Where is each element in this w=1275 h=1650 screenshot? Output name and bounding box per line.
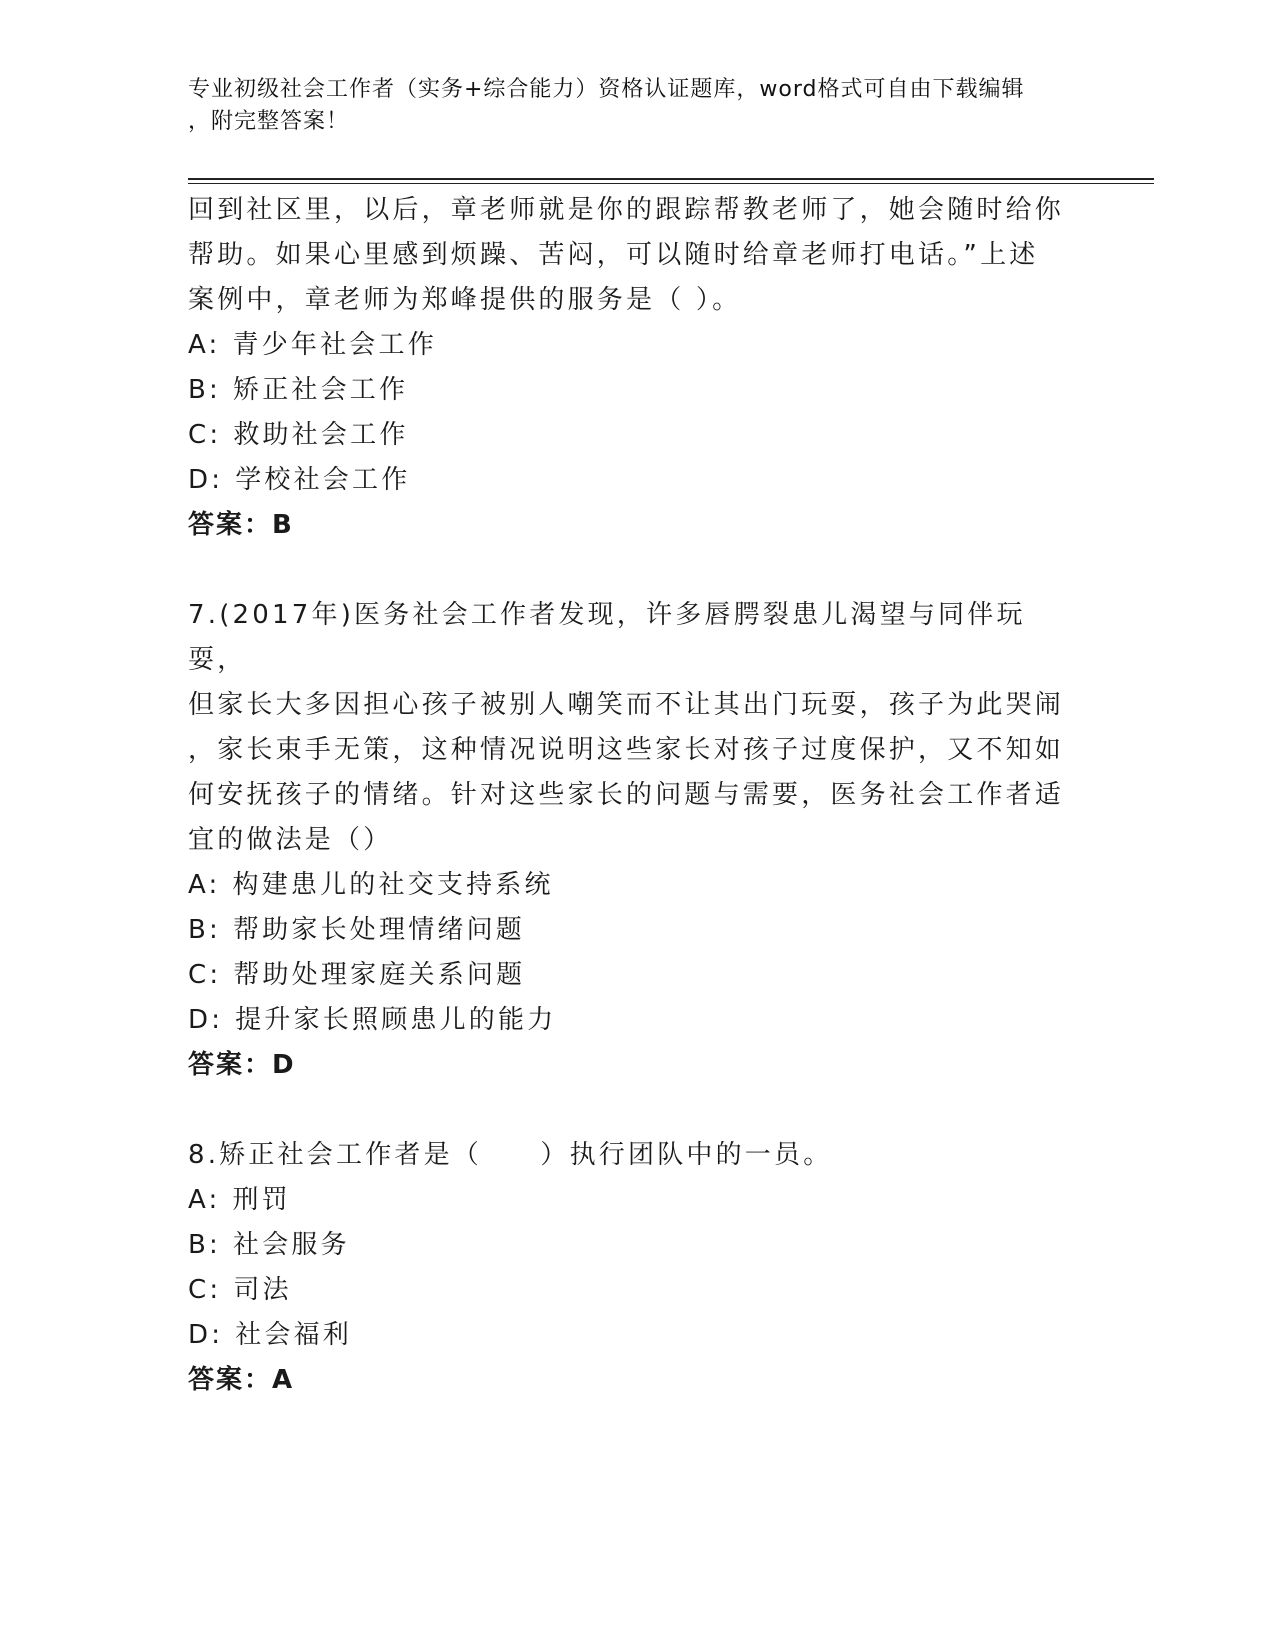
option-a xyxy=(188,863,1068,908)
option-b xyxy=(188,908,1068,953)
option-d xyxy=(188,1313,1068,1358)
option-key: D: xyxy=(188,1320,224,1350)
option-key: B: xyxy=(188,915,221,945)
answer-line: 答案：B xyxy=(188,510,294,540)
option-a xyxy=(188,1178,1068,1223)
option-text: 司法 xyxy=(233,1275,292,1305)
option-text: 学校社会工作 xyxy=(235,465,411,495)
question-6 xyxy=(188,188,1068,548)
option-key: B: xyxy=(188,1230,221,1260)
header-rule-thin xyxy=(188,183,1154,184)
question-7 xyxy=(188,593,1068,1088)
spacer xyxy=(188,548,1068,593)
option-text: 矫正社会工作 xyxy=(233,375,409,405)
option-key: A: xyxy=(188,1185,221,1215)
option-key: A: xyxy=(188,870,221,900)
spacer xyxy=(188,1088,1068,1133)
document-body xyxy=(188,188,1068,1403)
option-key: D: xyxy=(188,465,224,495)
option-text: 刑罚 xyxy=(232,1185,291,1215)
question-text-line: 8.矫正社会工作者是（ ）执行团队中的一员。 xyxy=(188,1140,833,1170)
question-text-line: 宜的做法是（） xyxy=(188,825,393,855)
option-key: B: xyxy=(188,375,221,405)
option-text: 社会服务 xyxy=(233,1230,350,1260)
option-text: 构建患儿的社交支持系统 xyxy=(232,870,554,900)
option-key: C: xyxy=(188,960,222,990)
question-text-line: ，家长束手无策，这种情况说明这些家长对孩子过度保护，又不知如 xyxy=(188,735,1065,765)
answer-line: 答案：A xyxy=(188,1365,295,1395)
option-key: D: xyxy=(188,1005,224,1035)
question-text-line: 回到社区里，以后，章老师就是你的跟踪帮教老师了，她会随时给你 xyxy=(188,195,1065,225)
option-c xyxy=(188,413,1068,458)
option-d xyxy=(188,458,1068,503)
question-text-line: 帮助。如果心里感到烦躁、苦闷，可以随时给章老师打电话。”上述 xyxy=(188,240,1039,270)
question-text-line: 7.(2017年)医务社会工作者发现，许多唇腭裂患儿渴望与同伴玩耍， xyxy=(188,600,1026,675)
option-key: A: xyxy=(188,330,221,360)
header-rule-thick xyxy=(188,178,1154,180)
option-a xyxy=(188,323,1068,368)
answer-line: 答案：D xyxy=(188,1050,296,1080)
header-line-2: ，附完整答案！ xyxy=(188,109,350,134)
option-d xyxy=(188,998,1068,1043)
option-text: 救助社会工作 xyxy=(233,420,409,450)
option-text: 提升家长照顾患儿的能力 xyxy=(235,1005,557,1035)
option-c xyxy=(188,953,1068,998)
option-text: 帮助家长处理情绪问题 xyxy=(233,915,526,945)
header-line-1: 专业初级社会工作者（实务+综合能力）资格认证题库，word格式可自由下载编辑 xyxy=(188,77,1025,102)
option-b xyxy=(188,368,1068,413)
question-text-line: 何安抚孩子的情绪。针对这些家长的问题与需要，医务社会工作者适 xyxy=(188,780,1065,810)
question-text-line: 案例中，章老师为郑峰提供的服务是（ ）。 xyxy=(188,285,742,315)
option-b xyxy=(188,1223,1068,1268)
question-8 xyxy=(188,1133,1068,1403)
option-c xyxy=(188,1268,1068,1313)
question-text-line: 但家长大多因担心孩子被别人嘲笑而不让其出门玩耍，孩子为此哭闹 xyxy=(188,690,1065,720)
document-header xyxy=(188,74,1088,138)
option-text: 帮助处理家庭关系问题 xyxy=(233,960,526,990)
option-text: 社会福利 xyxy=(235,1320,352,1350)
option-key: C: xyxy=(188,420,222,450)
option-key: C: xyxy=(188,1275,222,1305)
option-text: 青少年社会工作 xyxy=(232,330,437,360)
